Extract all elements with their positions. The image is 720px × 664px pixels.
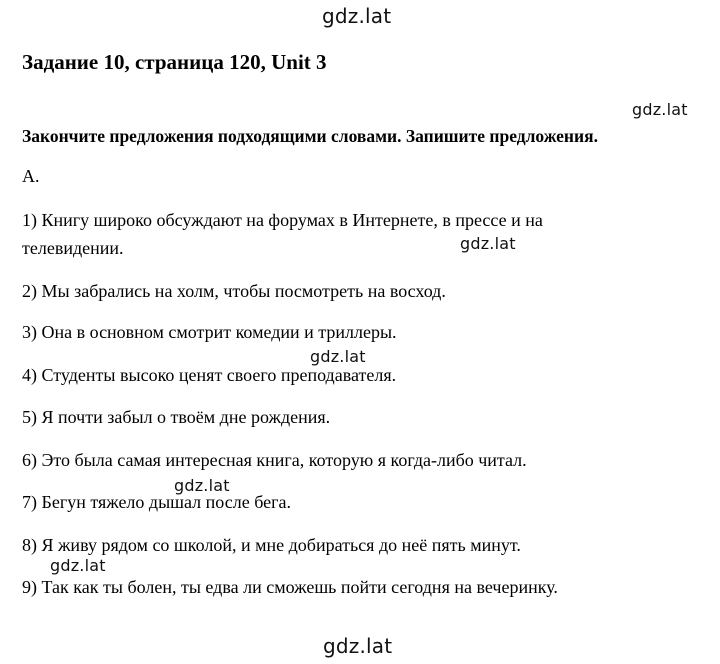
sentence-8 [22,531,521,559]
watermark-right: gdz.lat [632,100,688,119]
sentence-4 [22,361,396,389]
watermark-mid-3: gdz.lat [174,476,230,495]
task-instruction: Закончите предложения подходящими словами. Запишите предложения. [22,126,598,146]
page-title: Задание 10, страница 120, Unit 3 [22,50,327,74]
sentence-2-text: 2) Мы забрались на холм, чтобы посмотреть на восход. [22,281,446,301]
sentence-3-text: 3) Она в основном смотрит комедии и триллеры. [22,322,397,342]
watermark-mid-4: gdz.lat [50,556,106,575]
sentence-4-text: 4) Студенты высоко ценят своего преподавателя. [22,365,397,385]
sentence-1-line-2: телевидении. [22,238,124,258]
sentence-1-line-1: 1) Книгу широко обсуждают на форумах в Интернете, в прессе и на [22,210,543,230]
sentence-2 [22,277,446,305]
sentence-6-text: 6) Это была самая интересная книга, которую я когда-либо читал. [22,450,527,470]
watermark-top: gdz.lat [322,4,392,28]
sentence-3 [22,318,397,346]
sentence-9-text: 9) Так как ты болен, ты едва ли сможешь пойти сегодня на вечеринку. [22,577,558,597]
watermark-mid-2: gdz.lat [310,347,366,366]
watermark-mid-1: gdz.lat [460,234,516,253]
sentence-9 [22,573,558,601]
sentence-5 [22,403,330,431]
watermark-bottom: gdz.lat [323,634,393,658]
sentence-7 [22,488,291,516]
section-label: A. [22,166,40,186]
sentence-8-text: 8) Я живу рядом со школой, и мне добираться до неё пять минут. [22,535,521,555]
sentence-6 [22,446,527,474]
sentence-5-text: 5) Я почти забыл о твоём дне рождения. [22,407,331,427]
sentence-7-text: 7) Бегун тяжело дышал после бега. [22,492,291,512]
